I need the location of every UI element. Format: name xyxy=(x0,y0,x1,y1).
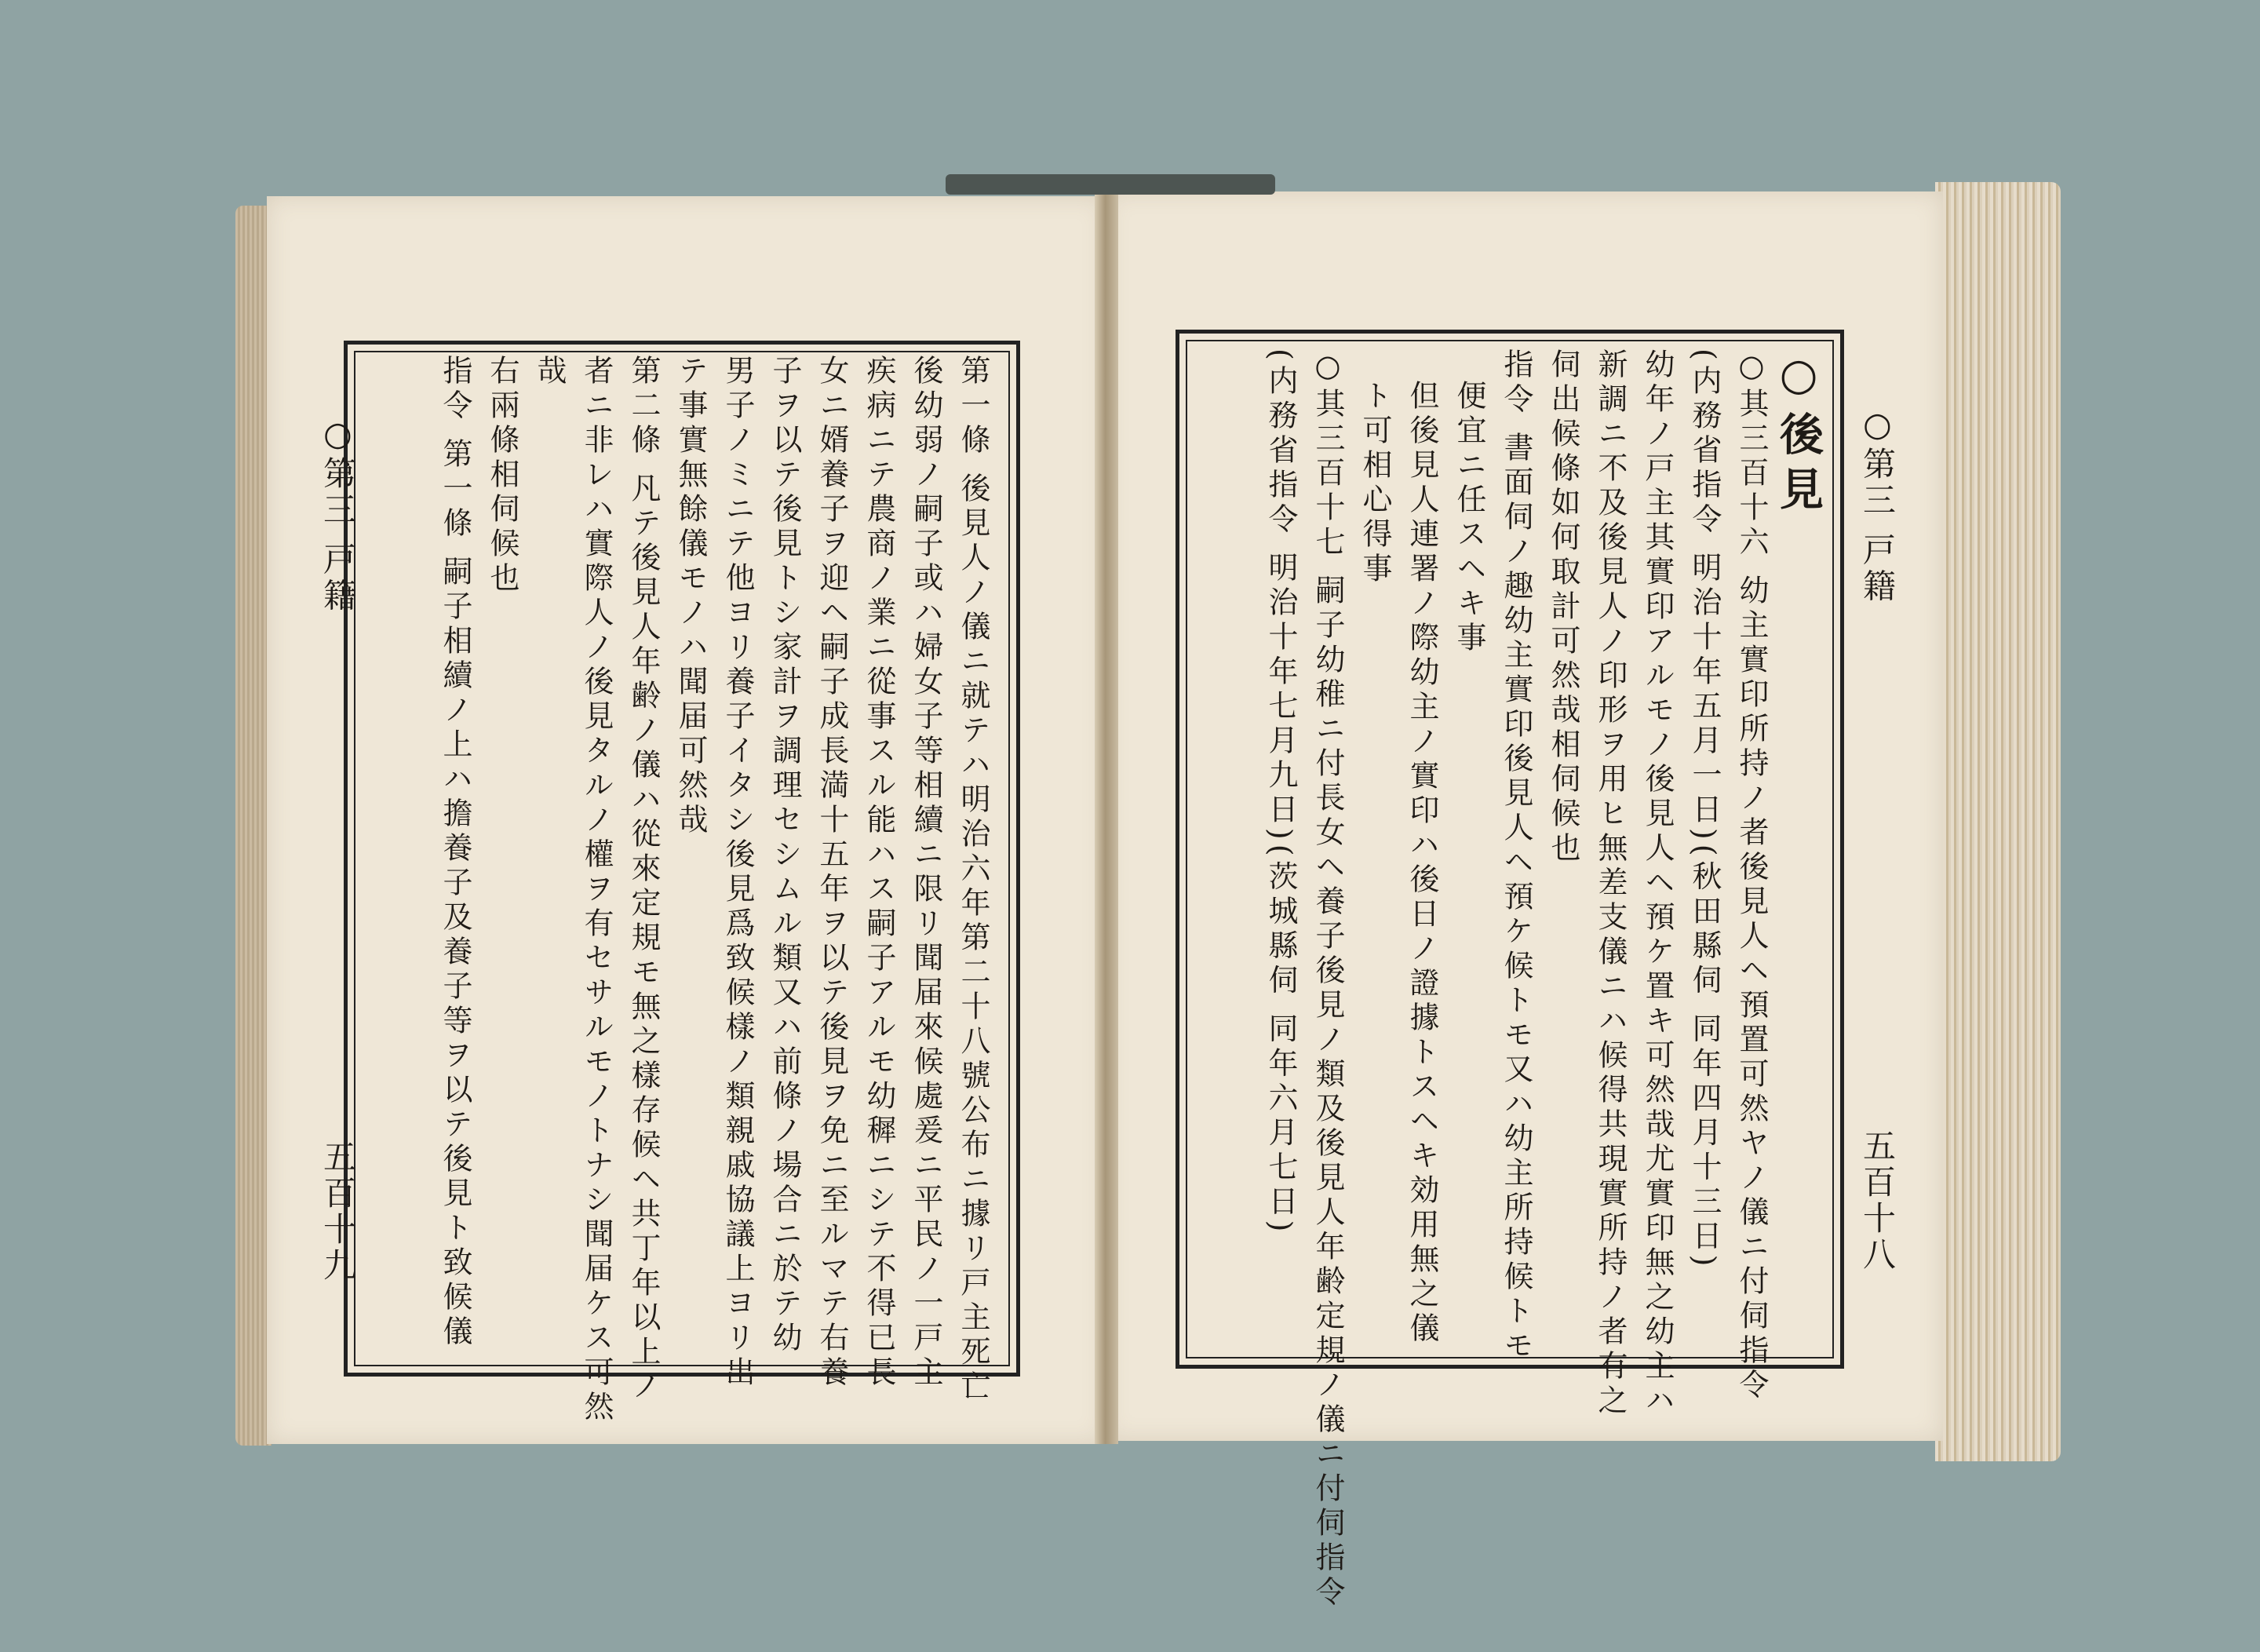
right-line-10: ○其三百十七 嗣子幼稚ニ付長女ヘ養子後見ノ類及後見人年齢定規ノ儀ニ付伺指令 xyxy=(1310,348,1345,1611)
right-line-3: 幼年ノ戸主其實印アルモノ後見人ヘ預ケ置キ可然哉尤實印無之幼主ハ xyxy=(1640,348,1675,1419)
right-running-title: ○第三 戸籍 xyxy=(1858,405,1897,605)
left-line-9: 者ニ非レハ實際人ノ後見タルノ權ヲ有セサルモノトナシ聞届ケス可然 xyxy=(579,355,614,1425)
right-line-7: 便宜ニ任スヘキ事 xyxy=(1452,380,1486,656)
right-line-8: 但後見人連署ノ際幼主ノ實印ハ後日ノ證據トスヘキ効用無之儀 xyxy=(1405,380,1439,1347)
section-heading: ○後見 xyxy=(1773,348,1824,521)
spine-headband xyxy=(946,174,1275,195)
right-line-1: ○其三百十六 幼主實印所持ノ者後見人ヘ預置可然ヤノ儀ニ付伺指令 xyxy=(1734,348,1769,1404)
left-line-11: 右兩條相伺候也 xyxy=(485,355,519,596)
right-line-4: 新調ニ不及後見人ノ印形ヲ用ヒ無差支儀ニハ候得共現實所持ノ者有之 xyxy=(1593,348,1628,1419)
book-spine xyxy=(1095,188,1118,1444)
left-page-number: 五百十九 xyxy=(319,1140,357,1284)
left-line-3: 疾病ニテ農商ノ業ニ從事スル能ハス嗣子アルモ幼穉ニシテ不得已長 xyxy=(862,355,896,1391)
right-page-number: 五百十八 xyxy=(1858,1129,1897,1273)
right-page-edges xyxy=(1935,182,2061,1461)
left-line-10: 哉 xyxy=(532,355,567,389)
right-body-text xyxy=(1196,348,1824,1611)
left-body-text xyxy=(369,355,997,1425)
left-line-6: 男子ノミニテ他ヨリ養子イタシ後見爲致候樣ノ類親戚協議上ヨリ出 xyxy=(720,355,755,1391)
left-line-5: 子ヲ以テ後見トシ家計ヲ調理セシムル類又ハ前條ノ場合ニ於テ幼 xyxy=(767,355,802,1356)
right-line-5: 伺出候條如何取計可然哉相伺候也 xyxy=(1546,348,1580,866)
left-line-1: 第一條 後見人ノ儀ニ就テハ明治六年第二十八號公布ニ據リ戸主死亡 xyxy=(956,355,990,1406)
left-line-7: テ事實無餘儀モノハ聞届可然哉 xyxy=(673,355,708,838)
left-line-2: 後幼弱ノ嗣子或ハ婦女子等相續ニ限リ聞届來候處爰ニ平民ノ一戸主 xyxy=(909,355,943,1391)
left-line-12: 指令 第一條 嗣子相續ノ上ハ擔養子及養子等ヲ以テ後見ト致候儀 xyxy=(438,355,472,1351)
right-line-9: ト可相心得事 xyxy=(1358,380,1392,587)
left-running-title: ○第三 戸籍 xyxy=(319,414,357,614)
right-line-6: 指令 書面伺ノ趣幼主實印後見人ヘ預ケ候トモ又ハ幼主所持候トモ xyxy=(1499,348,1533,1365)
right-line-2: (内務省指令 明治十年五月一日)(秋田縣伺 同年四月十三日) xyxy=(1687,348,1722,1271)
left-line-4: 女ニ婿養子ヲ迎ヘ嗣子成長満十五年ヲ以テ後見ヲ免ニ至ルマテ右養 xyxy=(815,355,849,1391)
left-line-8: 第二條 凡テ後見人年齢ノ儀ハ從來定規モ無之樣存候ヘ共丁年以上ノ xyxy=(626,355,661,1406)
right-line-11: (内務省指令 明治十年七月九日)(茨城縣伺 同年六月七日) xyxy=(1263,348,1298,1237)
